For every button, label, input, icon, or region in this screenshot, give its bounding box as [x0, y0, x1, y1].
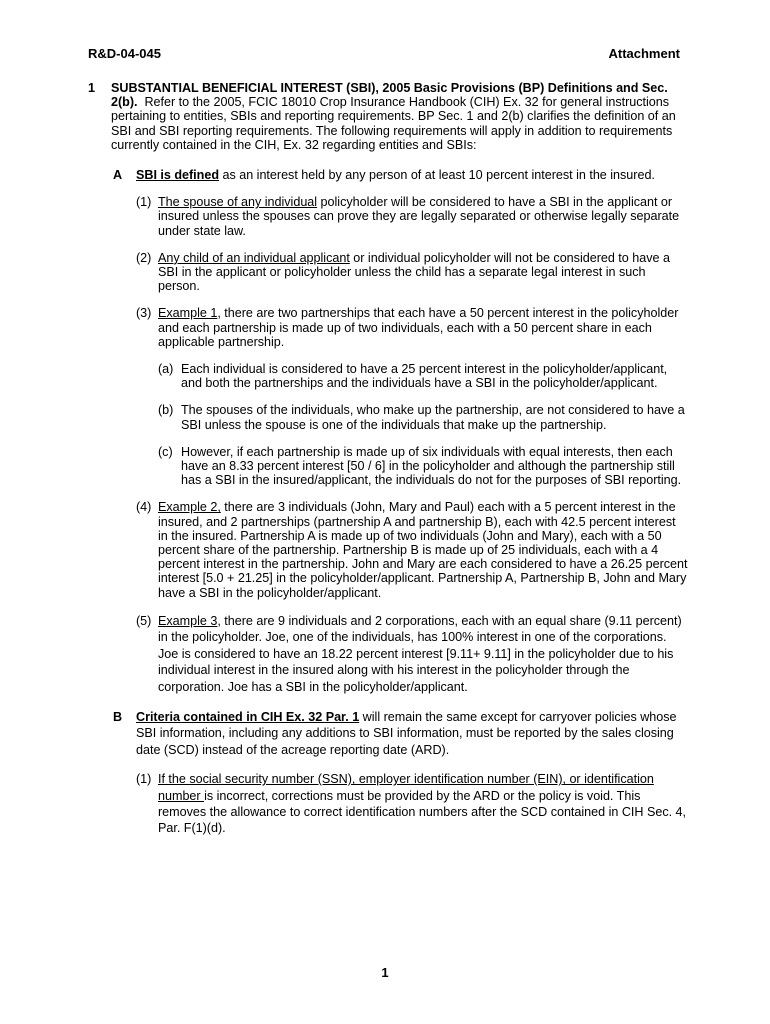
item-text: , there are two partnerships that each have a 50 percent interest in the policyholder and each partnership is made up of two individuals, each with a 50 percent share in each applicable partnership.	[158, 306, 679, 349]
item-text: is incorrect, corrections must be provided by the ARD or the policy is void. This removes the allowance to correct identification numbers after the SCD contained in CIH Sec. 4, Par. F(1)(d).	[158, 788, 687, 836]
item-lead: Example 1	[158, 306, 218, 321]
list-item	[88, 771, 688, 837]
sub-item-text: Each individual is considered to have a 25 percent interest in the policyholder/applicant, and both the partnerships and the individuals have a SBI in the policyholder/applicant.	[181, 362, 668, 391]
item-label: (5)	[136, 613, 152, 628]
item-text: policyholder will be considered to have a SBI in the applicant or insured unless the spouses can prove they are legally separated or otherwise legally separate under state law.	[158, 195, 680, 238]
item-lead: If the social security number (SSN), employer identification number (EIN), or identification number	[158, 772, 654, 803]
list-item	[88, 500, 688, 599]
item-label: (3)	[136, 306, 152, 321]
list-item	[88, 195, 688, 238]
item-lead: Any child of an individual applicant	[158, 250, 350, 265]
sub-item	[88, 403, 688, 431]
paragraph-text: as an interest held by any person of at least 10 percent interest in the insured.	[219, 168, 655, 183]
item-lead: Example 2,	[158, 500, 221, 515]
attachment-label: Attachment	[608, 46, 680, 61]
section-title: SUBSTANTIAL BENEFICIAL INTEREST (SBI), 2005 Basic Provisions (BP) Definitions and Sec. 2(b).	[111, 81, 668, 110]
section-number: 1	[88, 81, 95, 95]
item-lead: The spouse of any individual	[158, 195, 318, 210]
item-text: or individual policyholder will not be considered to have a SBI in the applicant or policyholder unless the child has a separate legal interest in such person.	[158, 250, 670, 294]
item-label: (1)	[136, 772, 152, 787]
sub-item-label: (b)	[158, 403, 174, 418]
list-item	[88, 251, 688, 294]
document-body	[88, 81, 688, 837]
sub-item-label: (c)	[158, 444, 173, 459]
page-number: 1	[381, 965, 389, 980]
paragraph-a	[88, 168, 688, 182]
item-text: there are 3 individuals (John, Mary and Paul) each with a 5 percent interest in the insured, and 2 partnerships (partnership A and partnership B), each with 42.5 percent interest in the insured. Partnership A is made up of two individuals (John and Mary), each with a 50 percent share of the partnership. Partnership B is made up of 25 individuals, each with a 4 percent interest in the partnership. John and Mary are each considered to have a 26.25 percent interest [5.0 + 21.25] in the policyholder/applicant. Partnership A, Partnership B, John and Mary have a SBI in the policyholder/applicant.	[158, 500, 688, 600]
item-label: (1)	[136, 195, 152, 210]
list-item	[88, 306, 688, 349]
section-1	[88, 81, 688, 152]
paragraph-heading: Criteria contained in CIH Ex. 32 Par. 1	[136, 709, 360, 724]
paragraph-label: B	[113, 709, 123, 724]
paragraph-heading: SBI is defined	[136, 168, 219, 183]
list-item	[88, 613, 688, 695]
section-intro: Refer to the 2005, FCIC 18010 Crop Insurance Handbook (CIH) Ex. 32 for general instructions pertaining to entities, SBIs and reporting requirements. BP Sec. 1 and 2(b) clarifies the definition of an SBI and SBI reporting requirements. The following requirements will apply in addition to requirements currently contained in the CIH, Ex. 32 regarding entities and SBIs:	[111, 95, 676, 152]
document-id: R&D-04-045	[88, 46, 161, 61]
paragraph-label: A	[113, 168, 123, 183]
paragraph-b	[88, 709, 688, 758]
item-label: (2)	[136, 250, 152, 265]
sub-item	[88, 445, 688, 488]
paragraph-text: will remain the same except for carryover policies whose SBI information, including any additions to SBI information, must be reported by the sales closing date (SCD) instead of the acreage reporting date (ARD).	[136, 709, 677, 757]
item-text: , there are 9 individuals and 2 corporations, each with an equal share (9.11 percent) in the policyholder. Joe, one of the individuals, has 100% interest in one of the corporations. Joe is considered to have an 18.22 percent interest [9.11+ 9.11] in the policyholder due to his individual interest in the insured along with his interest in the policyholder through the corporation. Joe has a SBI in the policyholder/applicant.	[158, 613, 682, 694]
sub-item-text: The spouses of the individuals, who make up the partnership, are not considered to have a SBI unless the spouse is one of the individuals that make up the partnership.	[181, 403, 685, 432]
item-label: (4)	[136, 500, 152, 515]
sub-item-text: However, if each partnership is made up of six individuals with equal interests, then each have an 8.33 percent interest [50 / 6] in the policyholder and although the partnership still has a SBI in the insured/applicant, the individuals do not for the purposes of SBI reporting.	[181, 444, 682, 488]
sub-item	[88, 362, 688, 390]
item-lead: Example 3	[158, 613, 218, 628]
sub-item-label: (a)	[158, 362, 174, 377]
